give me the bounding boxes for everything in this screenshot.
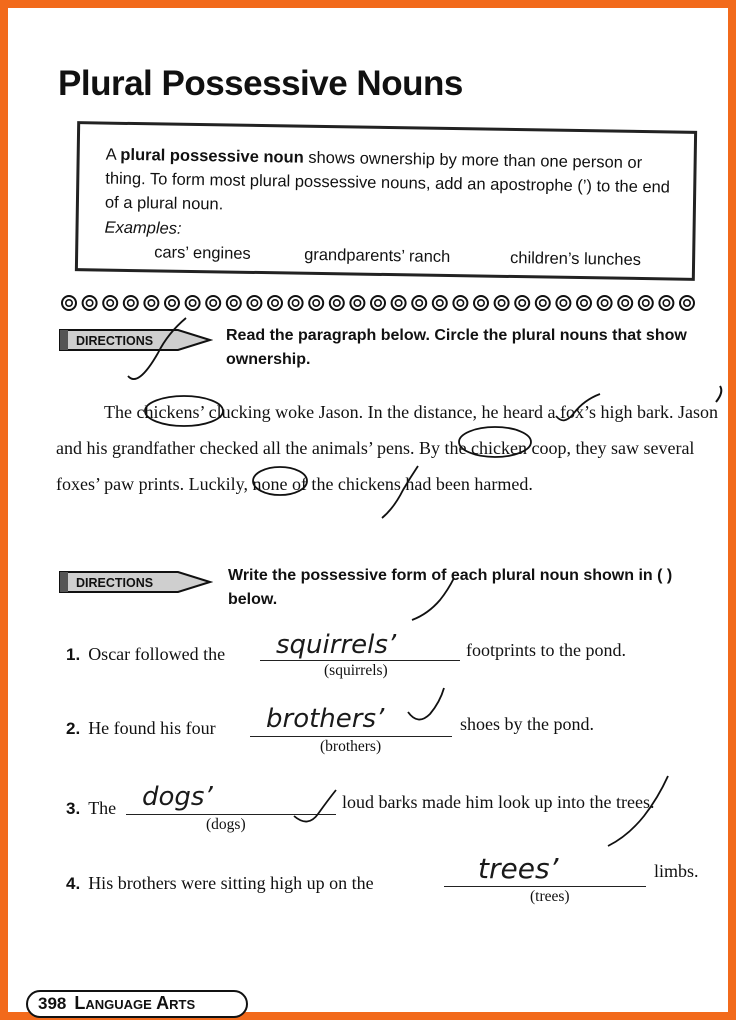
- divider-dot-inner: [601, 300, 607, 306]
- divider-dot-inner: [663, 300, 669, 306]
- divider-dot: [350, 296, 364, 310]
- divider-dot-inner: [437, 300, 443, 306]
- answer-4-handwritten: trees’: [478, 852, 559, 885]
- question-1-number: 1.: [66, 645, 81, 664]
- question-3-number: 3.: [66, 799, 81, 818]
- question-4-number: 4.: [66, 874, 81, 893]
- directions-tag-2-shape: [58, 570, 213, 594]
- divider-dot: [103, 296, 117, 310]
- divider-dot-inner: [622, 300, 628, 306]
- answer-3-handwritten: dogs’: [142, 782, 213, 812]
- question-2: [66, 718, 216, 739]
- divider-dot-inner: [684, 300, 690, 306]
- divider-dot-inner: [210, 300, 216, 306]
- examples-label: Examples:: [104, 218, 182, 238]
- divider-dot: [453, 296, 467, 310]
- divider-dot: [598, 296, 612, 310]
- question-3-before: The: [88, 798, 117, 818]
- divider-dot: [62, 296, 76, 310]
- divider-dot-inner: [231, 300, 237, 306]
- divider-dot: [330, 296, 344, 310]
- divider-dot-inner: [519, 300, 525, 306]
- divider-dot-inner: [540, 300, 546, 306]
- divider-dot: [474, 296, 488, 310]
- rule-definition: [105, 143, 681, 224]
- divider-dot-inner: [416, 300, 422, 306]
- divider-dot-inner: [272, 300, 278, 306]
- divider-dot: [495, 296, 509, 310]
- question-3: [66, 798, 116, 819]
- page-footer: [26, 990, 248, 1018]
- divider-dot-inner: [66, 300, 72, 306]
- divider-dot-inner: [313, 300, 319, 306]
- paragraph: The chickens’ clucking woke Jason. In the distance, he heard a fox’s high bark. Jason and his grandfather checked all the animals’ pens. By the chicken coop, they saw several foxes’ paw prints. Luckily, none of the chickens had been harmed.: [56, 402, 718, 494]
- divider-dot-inner: [478, 300, 484, 306]
- footer-label: Language Arts: [74, 993, 196, 1013]
- divider-dot-inner: [457, 300, 463, 306]
- divider-dot-inner: [107, 300, 113, 306]
- divider-dot: [165, 296, 179, 310]
- divider-dot-inner: [375, 300, 381, 306]
- divider-dot: [536, 296, 550, 310]
- question-2-number: 2.: [66, 719, 81, 738]
- divider-dot-inner: [148, 300, 154, 306]
- answer-blank-4[interactable]: [444, 886, 646, 887]
- divider-dot: [289, 296, 303, 310]
- question-1-after: footprints to the pond.: [466, 640, 626, 660]
- answer-blank-3[interactable]: [126, 814, 336, 815]
- rule-term: plural possessive noun: [120, 145, 304, 167]
- example-2: grandparents’ ranch: [304, 245, 451, 267]
- divider-dot-inner: [189, 300, 195, 306]
- divider-dot: [639, 296, 653, 310]
- directions-tag-2: DIRECTIONS: [76, 576, 154, 590]
- section1-instruction: Read the paragraph below. Circle the plural nouns that show ownership.: [226, 327, 687, 368]
- divider-dot-inner: [498, 300, 504, 306]
- divider-dot: [556, 296, 570, 310]
- example-1: cars’ engines: [154, 243, 251, 263]
- question-2-before: He found his four: [88, 718, 216, 738]
- divider-dot-inner: [334, 300, 340, 306]
- question-1-before: Oscar followed the: [88, 644, 226, 664]
- question-4-after: limbs.: [654, 861, 699, 881]
- divider-dot: [680, 296, 694, 310]
- divider-dot: [83, 296, 97, 310]
- divider-dot: [433, 296, 447, 310]
- divider-dot: [186, 296, 200, 310]
- check-mark-3: [294, 790, 336, 822]
- hint-4: (trees): [530, 888, 570, 905]
- question-4-before: His brothers were sitting high up on the: [88, 873, 374, 893]
- divider-dot: [124, 296, 138, 310]
- page-title: Plural Possessive Nouns: [58, 64, 463, 103]
- divider-dot-inner: [395, 300, 401, 306]
- page-number: 398: [38, 994, 67, 1013]
- question-1: [66, 644, 225, 665]
- divider-dot-inner: [581, 300, 587, 306]
- divider-dot: [412, 296, 426, 310]
- divider-dot: [577, 296, 591, 310]
- hint-3: (dogs): [206, 816, 246, 833]
- rule-intro: A: [105, 145, 121, 164]
- directions-tag-1-shape: [58, 328, 213, 352]
- rule-body: shows ownership by more than one person or thing. To form most plural possessive nouns, add an apostrophe (’) to the end of a plural noun.: [104, 148, 671, 214]
- hint-2: (brothers): [320, 738, 382, 755]
- divider-dot: [515, 296, 529, 310]
- question-3-after: loud barks made him look up into the trees.: [342, 792, 655, 812]
- section2-instruction: Write the possessive form of each plural noun shown in ( ) below.: [228, 567, 673, 608]
- divider-dot-inner: [560, 300, 566, 306]
- divider-dot-inner: [354, 300, 360, 306]
- answer-2-handwritten: brothers’: [266, 704, 385, 734]
- divider-dot: [227, 296, 241, 310]
- check-mark-2: [408, 688, 444, 720]
- divider-dot: [144, 296, 158, 310]
- answer-blank-2[interactable]: [250, 736, 452, 737]
- divider-dot-inner: [86, 300, 92, 306]
- divider-dot-inner: [169, 300, 175, 306]
- answer-1-handwritten: squirrels’: [276, 630, 397, 660]
- hint-1: (squirrels): [324, 662, 388, 679]
- question-4: [66, 873, 374, 894]
- divider-dot-inner: [643, 300, 649, 306]
- question-2-after: shoes by the pond.: [460, 714, 594, 734]
- divider-dot-inner: [251, 300, 257, 306]
- divider-dot-inner: [128, 300, 134, 306]
- divider-dot: [392, 296, 406, 310]
- divider-dot: [247, 296, 261, 310]
- divider-dot: [268, 296, 282, 310]
- rule-box: [75, 121, 697, 281]
- example-3: children’s lunches: [509, 248, 642, 270]
- divider-circles: [60, 294, 700, 312]
- divider-dot: [371, 296, 385, 310]
- divider-dot: [659, 296, 673, 310]
- directions-tag-1: DIRECTIONS: [76, 334, 154, 348]
- divider-dot: [206, 296, 220, 310]
- divider-dot-inner: [292, 300, 298, 306]
- divider-dot: [618, 296, 632, 310]
- answer-blank-1[interactable]: [260, 660, 460, 661]
- divider-dot: [309, 296, 323, 310]
